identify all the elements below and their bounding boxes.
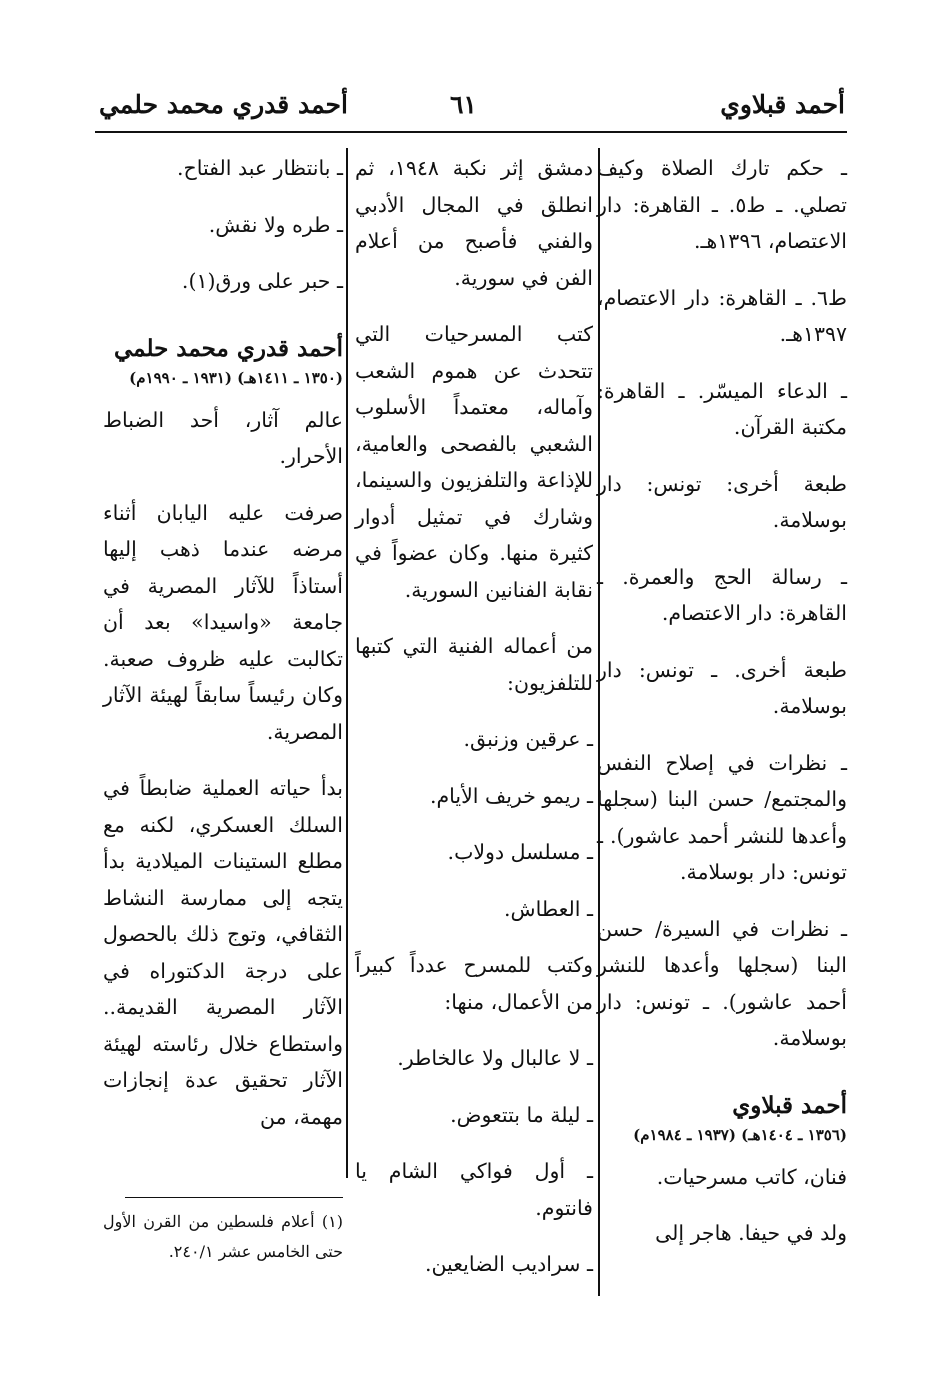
entry-paragraph: طبعة أخرى. ـ تونس: دار بوسلامة. [597,657,847,718]
biography-name: أحمد قدري محمد حلمي [113,334,343,362]
page-number: ٦١ [450,90,477,119]
list-item: ـ أول فواكي الشام يا فانتوم. [355,1159,593,1220]
entry-paragraph: ـ نظرات في إصلاح النفس والمجتمع/ حسن البنا (سجلها وأعدها للنشر أحمد عاشور). ـ تونس: دار بوسلامة. [597,750,847,884]
entry-paragraph: دمشق إثر نكبة ١٩٤٨، ثم انطلق في المجال الأدبي والفني فأصبح من أعلام الفن في سورية. [355,156,593,290]
column-middle [355,150,593,1303]
list-item: ـ مسلسل دولاب. [447,840,593,864]
page-header [95,86,845,130]
entry-paragraph: طبعة أخرى: تونس: دار بوسلامة. [597,471,847,532]
footnote: (١) أعلام فلسطين من القرن الأول حتى الخامس عشر ٢٤٠/١. [103,1212,343,1261]
entry-paragraph: ـ حكم تارك الصلاة وكيف تصلي. ـ ط٥. ـ القاهرة: دار الاعتصام، ١٣٩٦هـ. [597,156,848,253]
list-item: ـ العطاش. [504,896,593,921]
list-item: ـ ليلة ما بتتعوض. [450,1102,593,1127]
column-left [103,150,343,1155]
running-head-right: أحمد قبلاوي [720,90,845,119]
entry-paragraph: فنان، كاتب مسرحيات. [656,1164,847,1189]
list-item: ـ ريمو خريف الأيام. [429,783,593,808]
biography-dates: (١٣٥٠ ـ ١٤١١هـ) (١٩٣١ ـ ١٩٩٠م) [129,368,343,387]
column-divider-left [346,148,348,1178]
entry-paragraph: ط٦. ـ القاهرة: دار الاعتصام، ١٣٩٧هـ. [597,285,847,346]
list-item: ـ طره ولا نقش. [208,212,343,237]
list-item: ـ بانتظار عبد الفتاح. [176,156,343,180]
list-item: ـ حبر على ورق(١). [181,269,343,293]
column-right [597,150,847,1272]
entry-paragraph: ـ الدعاء الميسّر. ـ القاهرة: مكتبة القرآن. [597,378,847,439]
entry-paragraph: ـ رسالة الحج والعمرة. ـ القاهرة: دار الاعتصام. [597,564,847,625]
entry-paragraph: من أعماله الفنية التي كتبها للتلفزيون: [355,634,593,695]
running-head-left: أحمد قدري محمد حلمي [99,90,348,119]
footnote-rule [125,1197,343,1198]
entry-paragraph: ولد في حيفا. هاجر إلى [655,1221,847,1245]
list-item: ـ لا عالبال ولا عالخاطر. [397,1046,593,1070]
list-item: ـ سراديب الضايعين. [424,1252,593,1276]
entry-paragraph: ـ نظرات في السيرة/ حسن البنا (سجلها وأعدها للنشر أحمد عاشور). ـ تونس: دار بوسلامة. [597,916,847,1050]
entry-paragraph: عالم آثار، أحد الضباط الأحرار. [103,407,343,468]
biography-name: أحمد قبلاوي [732,1091,847,1119]
list-item: ـ عرقين وزنبق. [463,727,593,751]
entry-paragraph: وكتب للمسرح عدداً كبيراً من الأعمال، منها: [355,953,593,1014]
header-rule [95,131,847,133]
entry-paragraph: بدأ حياته العملية ضابطاً في السلك العسكري، لكنه مع مطلع الستينات الميلادية بدأ يتجه إلى ممارسة النشاط الثقافي، وتوج ذلك بالحصول على درجة الدكتوراه في الآثار المصرية القديمة.. واستطاع خلال رئاسته لهيئة الآثار تحقيق عدة إنجازات مهمة، من [103,776,343,1129]
entry-paragraph: صرفت عليه اليابان أثناء مرضه عندما ذهب إليها أستاذاً للآثار المصرية في جامعة «واسيدا» بعد أن تكالبت عليه ظروف صعبة. وكان رئيساً سابقاً لهيئة الآثار المصرية. [103,500,343,744]
biography-dates: (١٣٥٦ ـ ١٤٠٤هـ) (١٩٣٧ ـ ١٩٨٤م) [633,1125,847,1144]
entry-paragraph: كتب المسرحيات التي تتحدث عن هموم الشعب وآماله، معتمداً الأسلوب الشعبي بالفصحى والعامية، للإذاعة والتلفزيون والسينما، وشارك في تمثيل أدوار كثيرة منها. وكان عضواً في نقابة الفنانين السورية. [355,322,593,602]
